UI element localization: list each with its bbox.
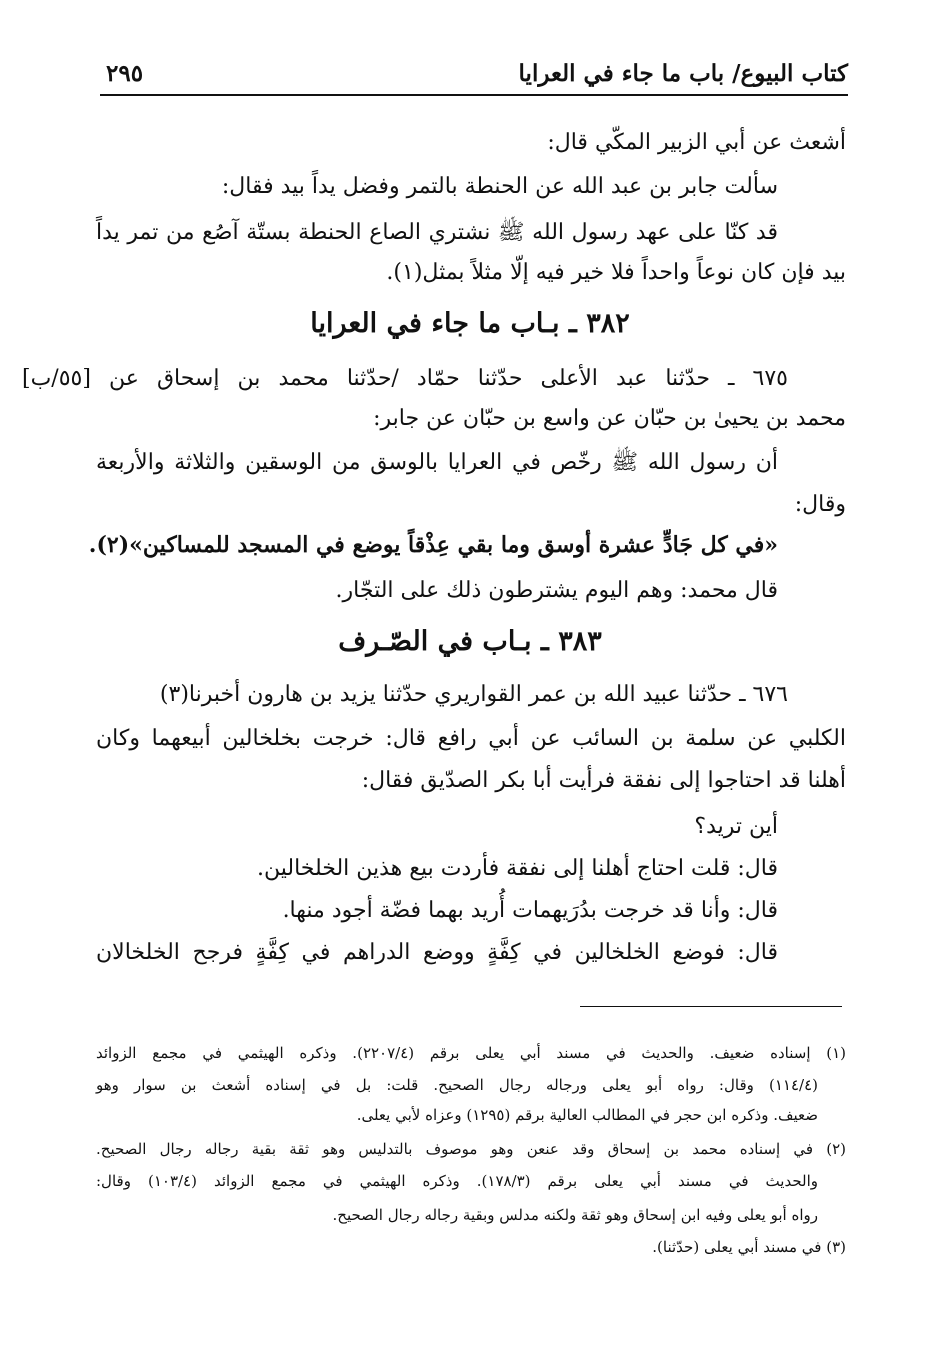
- hadith-line: ٦٧٦ ـ حدّثنا عبيد الله بن عمر القواريري حدّثنا يزيد بن هارون أخبرنا(٣): [159, 682, 788, 707]
- hadith-line: قال محمد: وهم اليوم يشترطون ذلك على التجّار.: [335, 578, 778, 603]
- text-line: قد كنّا على عهد رسول الله ﷺ نشتري الصاع الحنطة بستّة آصُع من تمر يداً: [96, 220, 778, 245]
- hadith-line: قال: فوضع الخلخالين في كِفَّةٍ ووضع الدراهم في كِفَّةٍ فرجح الخلخالان: [96, 940, 778, 965]
- footnote-separator: [580, 1006, 842, 1007]
- footnote-line: (١١٤/٤) وقال: رواه أبو يعلى ورجاله رجال الصحيح. قلت: بل في إسناده أشعث بن سوار وهو: [96, 1076, 818, 1094]
- text-line: أشعث عن أبي الزبير المكّي قال:: [547, 130, 846, 155]
- text-line: بيد فإن كان نوعاً واحداً فلا خير فيه إلّا مثلاً بمثل(١).: [386, 260, 846, 285]
- footnote-line: رواه أبو يعلى وفيه ابن إسحاق وهو ثقة ولكنه مدلس وبقية رجاله رجال الصحيح.: [332, 1206, 818, 1224]
- text-line: سألت جابر بن عبد الله عن الحنطة بالتمر وفضل يداً بيد فقال:: [221, 174, 778, 199]
- footnote-line: ضعيف. وذكره ابن حجر في المطالب العالية برقم (١٢٩٥) وعزاه لأبي يعلى.: [356, 1106, 818, 1124]
- hadith-line: قال: وأنا قد خرجت بدُرَيهمات أُريد بهما فضّة أجود منها.: [282, 898, 778, 923]
- header-rule: [100, 94, 848, 96]
- chapter-heading: ٣٨٣ ـ بـاب في الصّـرف: [338, 626, 602, 657]
- footnote-line: (١) إسناده ضعيف. والحديث في مسند أبي يعلى برقم (٢٢٠٧/٤). وذكره الهيثمي في مجمع الزوائد: [96, 1044, 847, 1062]
- running-title: كتاب البيوع/ باب ما جاء في العرايا: [518, 60, 848, 87]
- page-number: ٢٩٥: [106, 60, 144, 87]
- hadith-line: «في كل جَادٍّ عشرة أوسق وما بقي عِذْقاً يوضع في المسجد للمساكين»(٢).: [88, 532, 778, 558]
- hadith-line: أن رسول الله ﷺ رخّص في العرايا بالوسق من الوسقين والثلاثة والأربعة: [96, 450, 778, 475]
- hadith-line: محمد بن يحيىٰ بن حبّان عن واسع بن حبّان عن جابر:: [373, 406, 846, 431]
- footnote-line: (٣) في مسند أبي يعلى (حدّثنا).: [652, 1238, 846, 1256]
- hadith-line: قال: قلت احتاج أهلنا إلى نفقة فأردت بيع هذين الخلخالين.: [256, 856, 778, 881]
- footnote-line: والحديث في مسند أبي يعلى برقم (١٧٨/٣). وذكره الهيثمي في مجمع الزوائد (١٠٣/٤) وقال:: [96, 1172, 818, 1190]
- running-header: [100, 58, 848, 98]
- footnote-line: (٢) في إسناده محمد بن إسحاق وقد عنعن وهو موصوف بالتدليس وهو ثقة بقية رجاله رجال الصحيح.: [96, 1140, 846, 1158]
- hadith-line: الكلبي عن سلمة بن السائب عن أبي رافع قال: خرجت بخلخالين أبيعهما وكان: [96, 726, 846, 751]
- hadith-line: ٦٧٥ ـ حدّثنا عبد الأعلى حدّثنا حمّاد /حدّثنا محمد بن إسحاق عن [٥٥/ب]: [22, 366, 788, 391]
- hadith-line: أين تريد؟: [694, 814, 778, 839]
- hadith-line: أهلنا قد احتاجوا إلى نفقة فرأيت أبا بكر الصدّيق فقال:: [361, 768, 846, 793]
- hadith-line: وقال:: [794, 492, 846, 517]
- chapter-heading: ٣٨٢ ـ بـاب ما جاء في العرايا: [310, 308, 630, 339]
